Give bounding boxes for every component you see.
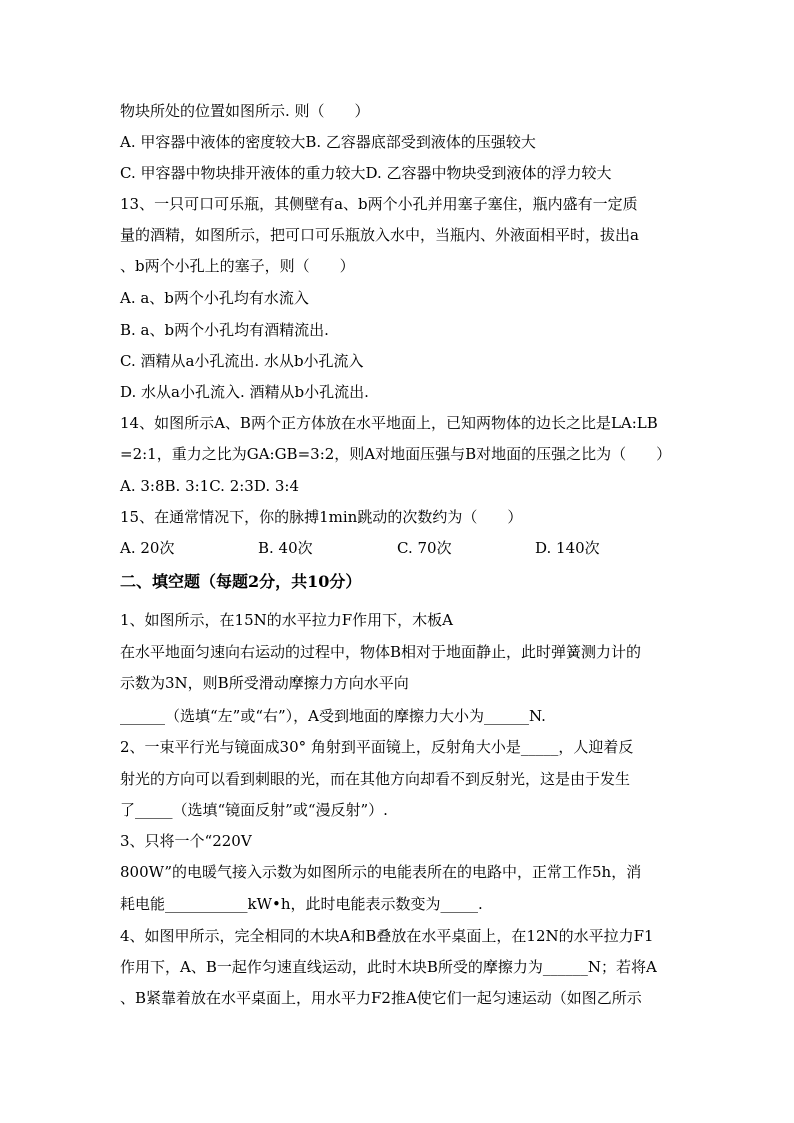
option-line: B. a、b两个小孔均有酒精流出. <box>120 321 329 339</box>
question-15-options <box>120 538 680 558</box>
text-line: 耗电能___________kW•h，此时电能表示数变为_____. <box>120 895 483 913</box>
option-b: B. 40次 <box>258 539 313 557</box>
text-line: 示数为3N，则B所受滑动摩擦力方向水平向 <box>120 674 409 692</box>
question-14-stem: 14、如图所示A、B两个正方体放在水平地面上，已知两物体的边长之比是LA:LB <box>120 414 658 432</box>
text-line: ______（选填“左”或“右”），A受到地面的摩擦力大小为______N. <box>120 707 546 725</box>
option-line: A. a、b两个小孔均有水流入 <box>120 289 309 307</box>
fill-question-3: 3、只将一个“220V <box>120 832 252 850</box>
fill-question-1: 1、如图所示，在15N的水平拉力F作用下，木板A <box>120 611 453 629</box>
text-line: 物块所处的位置如图所示. 则（ ） <box>120 102 370 120</box>
text-line: 、b两个小孔上的塞子，则（ ） <box>120 257 355 275</box>
fill-question-4: 4、如图甲所示，完全相同的木块A和B叠放在水平桌面上，在12N的水平拉力F1 <box>120 927 654 945</box>
text-line: 作用下，A、B一起作匀速直线运动，此时木块B所受的摩擦力为______N；若将A <box>120 958 657 976</box>
text-line: 了_____（选填“镜面反射”或“漫反射”）. <box>120 801 388 819</box>
option-c: C. 70次 <box>397 539 452 557</box>
option-line: A. 3:8B. 3:1C. 2:3D. 3:4 <box>120 477 299 495</box>
text-line: 在水平地面匀速向右运动的过程中，物体B相对于地面静止，此时弹簧测力计的 <box>120 643 642 661</box>
option-line: D. 水从a小孔流入. 酒精从b小孔流出. <box>120 383 369 401</box>
option-a: A. 20次 <box>120 539 175 557</box>
text-line: 射光的方向可以看到刺眼的光，而在其他方向却看不到反射光，这是由于发生 <box>120 770 631 788</box>
text-line: 800W”的电暖气接入示数为如图所示的电能表所在的电路中，正常工作5h，消 <box>120 863 642 881</box>
text-line: A. 甲容器中液体的密度较大B. 乙容器底部受到液体的压强较大 <box>120 133 536 151</box>
text-line: 、B紧靠着放在水平桌面上，用水平力F2推A使它们一起匀速运动（如图乙所示 <box>120 989 642 1007</box>
fill-question-2: 2、一束平行光与镜面成30° 角射到平面镜上，反射角大小是_____，人迎着反 <box>120 738 634 756</box>
option-line: C. 酒精从a小孔流出. 水从b小孔流入 <box>120 352 364 370</box>
question-15-stem: 15、在通常情况下，你的脉搏1min跳动的次数约为（ ） <box>120 508 523 526</box>
text-line: =2:1，重力之比为GA:GB=3:2，则A对地面压强与B对地面的压强之比为（ ） <box>120 445 672 463</box>
section-heading: 二、填空题（每题2分，共10分） <box>120 572 362 591</box>
question-13-stem: 13、一只可口可乐瓶，其侧壁有a、b两个小孔并用塞子塞住，瓶内盛有一定质 <box>120 195 638 213</box>
text-line: 量的酒精，如图所示，把可口可乐瓶放入水中，当瓶内、外液面相平时，拔出a <box>120 226 639 244</box>
text-line: C. 甲容器中物块排开液体的重力较大D. 乙容器中物块受到液体的浮力较大 <box>120 164 612 182</box>
option-d: D. 140次 <box>535 539 600 557</box>
